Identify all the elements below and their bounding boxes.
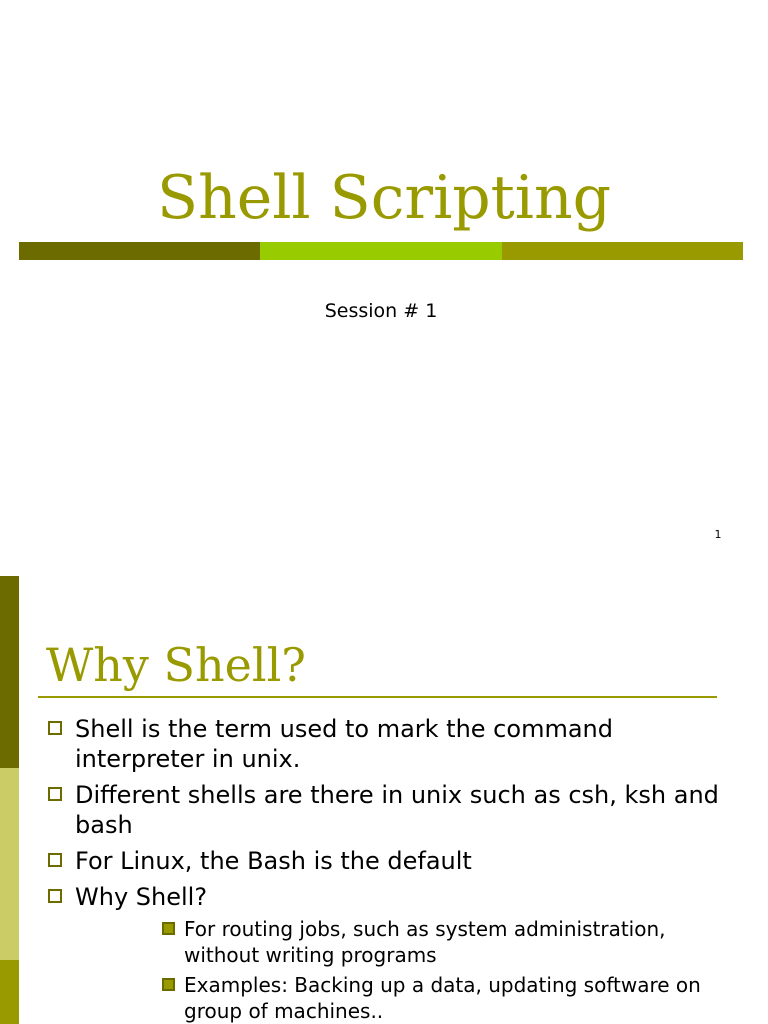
bullet-text: Shell is the term used to mark the command interpreter in unix. <box>75 715 613 773</box>
bullet-item <box>0 882 768 1024</box>
bullet-list <box>0 714 768 1024</box>
bullet-text: For Linux, the Bash is the default <box>75 847 472 875</box>
title-color-bar <box>19 242 743 260</box>
outline-square-bullet-icon <box>48 889 62 903</box>
session-subtitle: Session # 1 <box>324 300 438 322</box>
bullet-text: Different shells are there in unix such as csh, ksh and bash <box>75 781 719 839</box>
sub-bullet-text: For routing jobs, such as system administration, without writing programs <box>184 917 666 967</box>
color-bar-segment-1 <box>19 242 260 260</box>
bullet-item <box>0 714 768 774</box>
heading-underline <box>38 696 717 698</box>
color-bar-segment-3 <box>502 242 743 260</box>
slide-why-shell <box>0 576 768 1024</box>
sub-bullet-item <box>75 916 738 968</box>
bullet-text: Why Shell? <box>75 883 208 911</box>
outline-square-bullet-icon <box>48 787 62 801</box>
slide-heading: Why Shell? <box>46 638 306 692</box>
slide-page-number: 1 <box>714 528 722 541</box>
presentation-title: Shell Scripting <box>156 163 612 233</box>
bullet-item <box>0 846 768 876</box>
sub-bullet-item <box>75 972 738 1024</box>
outline-square-bullet-icon <box>48 721 62 735</box>
filled-square-bullet-icon <box>162 978 175 991</box>
sub-bullet-list <box>75 916 738 1024</box>
outline-square-bullet-icon <box>48 853 62 867</box>
filled-square-bullet-icon <box>162 922 175 935</box>
color-bar-segment-2 <box>260 242 501 260</box>
bullet-item <box>0 780 768 840</box>
sub-bullet-text: Examples: Backing up a data, updating software on group of machines.. <box>184 973 701 1023</box>
